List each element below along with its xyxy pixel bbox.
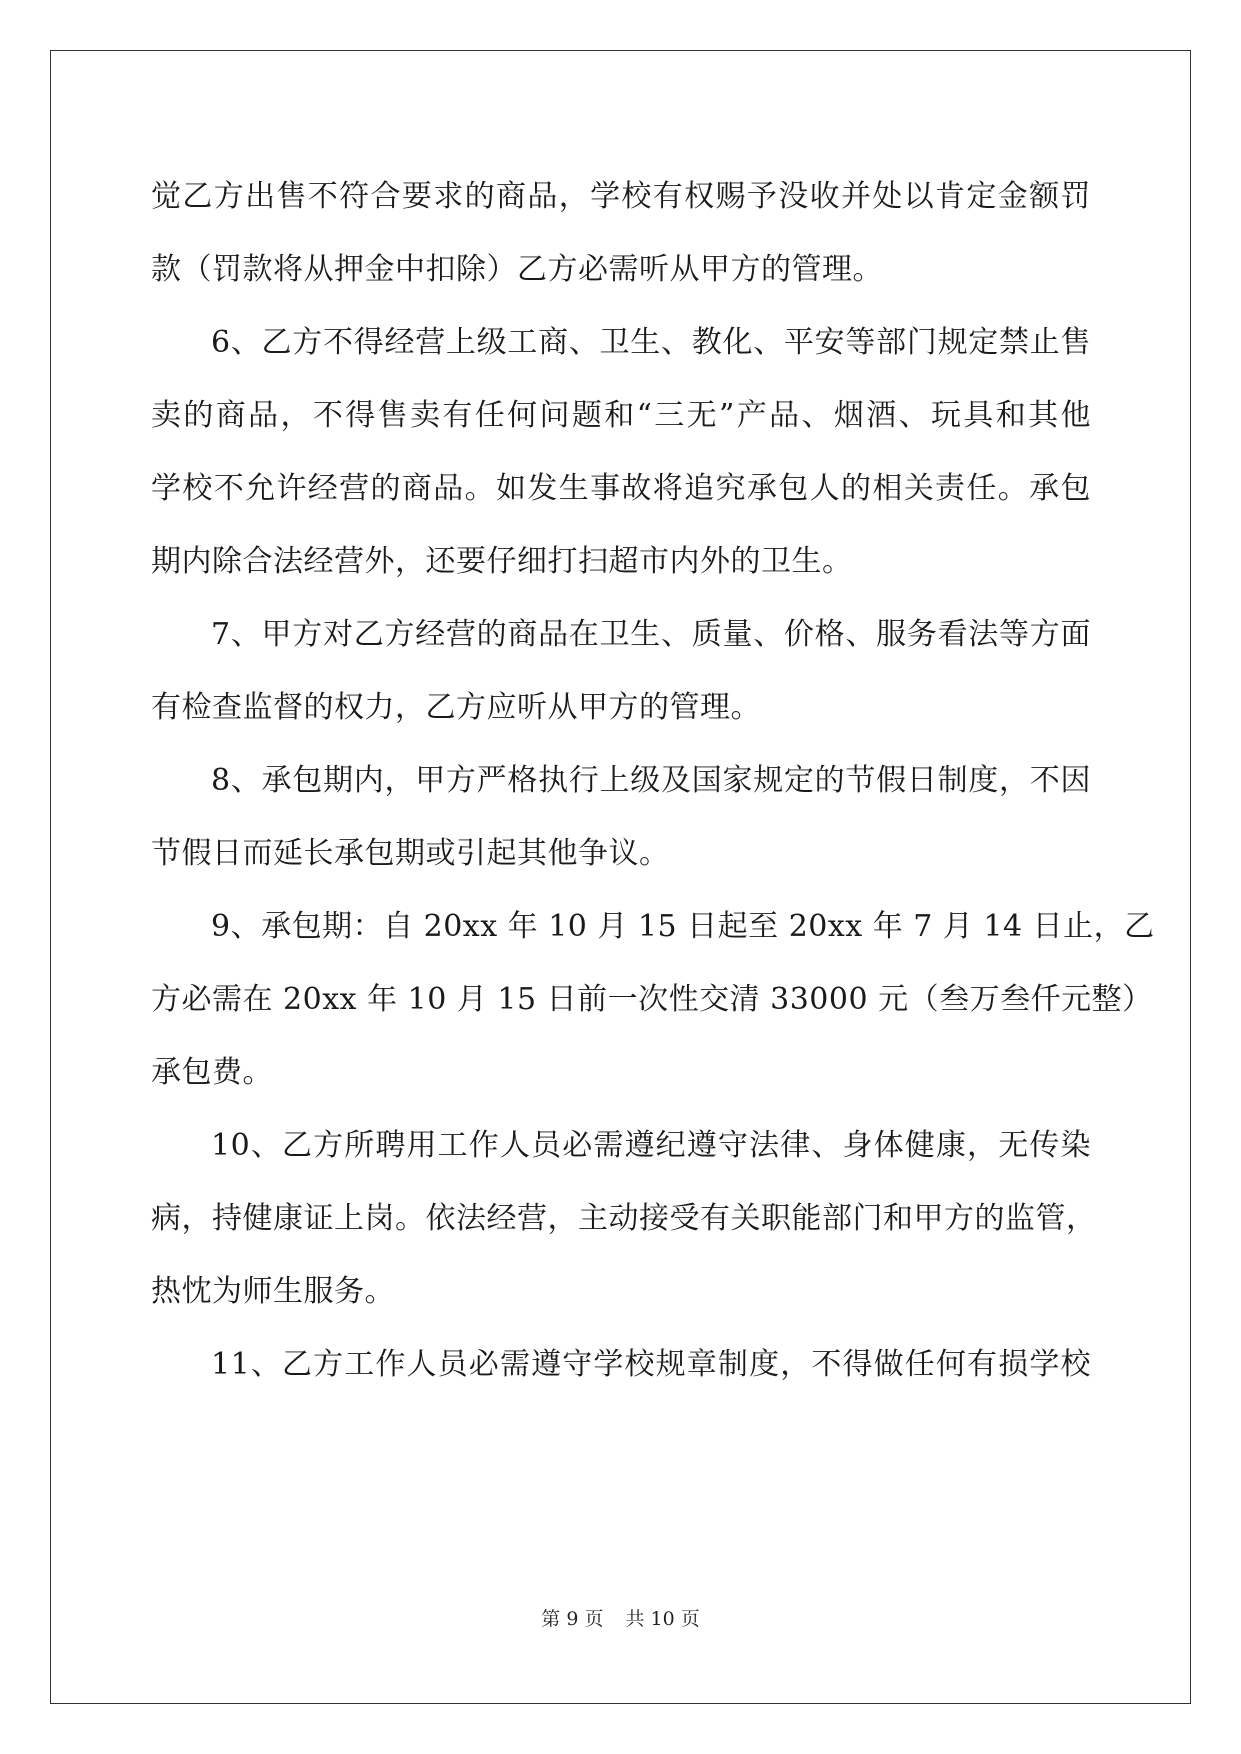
page-number: 第 9 页: [541, 1608, 604, 1630]
document-body: [151, 160, 1155, 1401]
page-total: 共 10 页: [625, 1608, 700, 1630]
text-line: 觉乙方出售不符合要求的商品，学校有权赐予没收并处以肯定金额罚: [151, 179, 1091, 214]
text-line: 卖的商品，不得售卖有任何问题和“三无”产品、烟酒、玩具和其他: [151, 398, 1091, 433]
text-line: 节假日而延长承包期或引起其他争议。: [151, 836, 670, 871]
text-line: 热忱为师生服务。: [151, 1274, 395, 1309]
paragraph-6-line: 6、乙方不得经营上级工商、卫生、教化、平安等部门规定禁止售: [211, 325, 1091, 360]
paragraph-7-line: 7、甲方对乙方经营的商品在卫生、质量、价格、服务看法等方面: [211, 617, 1091, 652]
text-line: 有检查监督的权力，乙方应听从甲方的管理。: [151, 690, 761, 725]
text-line: 承包费。: [151, 1055, 273, 1090]
text-line: 方必需在 20xx 年 10 月 15 日前一次性交清 33000 元（叁万叁仟元整）: [151, 982, 1153, 1017]
paragraph-8-line: 8、承包期内，甲方严格执行上级及国家规定的节假日制度，不因: [211, 763, 1091, 798]
text-line: 期内除合法经营外，还要仔细打扫超市内外的卫生。: [151, 544, 853, 579]
page-footer: [0, 1604, 1241, 1631]
paragraph-9-line: 9、承包期：自 20xx 年 10 月 15 日起至 20xx 年 7 月 14 日止，乙: [211, 909, 1155, 944]
paragraph-10-line: 10、乙方所聘用工作人员必需遵纪遵守法律、身体健康，无传染: [211, 1128, 1091, 1163]
text-line: 款（罚款将从押金中扣除）乙方必需听从甲方的管理。: [151, 252, 883, 287]
text-line: 病，持健康证上岗。依法经营，主动接受有关职能部门和甲方的监管，: [151, 1201, 1097, 1236]
paragraph-11-line: 11、乙方工作人员必需遵守学校规章制度，不得做任何有损学校: [211, 1347, 1091, 1382]
text-line: 学校不允许经营的商品。如发生事故将追究承包人的相关责任。承包: [151, 471, 1091, 506]
